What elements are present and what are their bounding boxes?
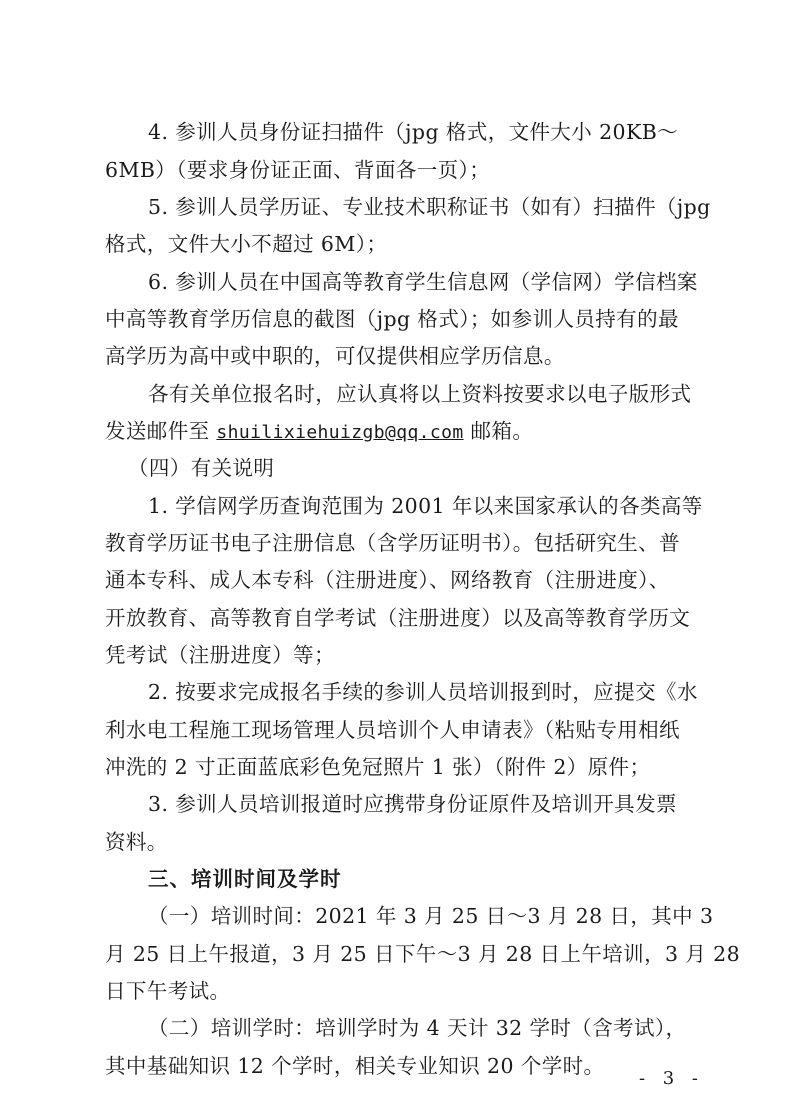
- email-suffix: 邮箱。: [463, 419, 534, 443]
- paragraph-line: 1. 学信网学历查询范围为 2001 年以来国家承认的各类高等: [148, 494, 703, 518]
- email-link[interactable]: shuilixiehuizgb@qq.com: [216, 422, 464, 443]
- subsection-heading: （四）有关说明: [128, 456, 275, 480]
- paragraph-line: 资料。: [105, 830, 168, 854]
- paragraph-line: 其中基础知识 12 个学时，相关专业知识 20 个学时。: [105, 1054, 605, 1078]
- paragraph-line: 6. 参训人员在中国高等教育学生信息网（学信网）学信档案: [148, 270, 698, 294]
- paragraph-line: 3. 参训人员培训报道时应携带身份证原件及培训开具发票: [148, 792, 677, 816]
- paragraph-line: 6MB）（要求身份证正面、背面各一页）；: [105, 158, 491, 182]
- paragraph-line: 通本专科、成人本专科（注册进度）、网络教育（注册进度）、: [105, 568, 670, 592]
- paragraph-line: （二）培训学时：培训学时为 4 天计 32 学时（含考试），: [148, 1016, 687, 1040]
- paragraph-line: 格式，文件大小不超过 6M）；: [105, 232, 388, 256]
- paragraph-line: 月 25 日上午报道，3 月 25 日下午～3 月 28 日上午培训，3 月 28: [105, 942, 741, 966]
- page-number: - 3 -: [638, 1068, 704, 1089]
- section-heading: 三、培训时间及学时: [148, 867, 342, 891]
- paragraph-line: 高学历为高中或中职的，可仅提供相应学历信息。: [105, 344, 565, 368]
- paragraph-line: 5. 参训人员学历证、专业技术职称证书（如有）扫描件（jpg: [148, 195, 711, 219]
- paragraph-line: 凭考试（注册进度）等；: [105, 643, 335, 667]
- paragraph-line: 开放教育、高等教育自学考试（注册进度）以及高等教育学历文: [105, 606, 691, 630]
- email-instruction-line: [105, 421, 533, 442]
- email-prefix: 发送邮件至: [105, 419, 217, 443]
- paragraph-line: 各有关单位报名时，应认真将以上资料按要求以电子版形式: [148, 382, 692, 406]
- paragraph-line: 日下午考试。: [105, 979, 231, 1003]
- paragraph-line: 冲洗的 2 寸正面蓝底彩色免冠照片 1 张）（附件 2）原件；: [105, 755, 651, 779]
- paragraph-line: 2. 按要求完成报名手续的参训人员培训报到时，应提交《水: [148, 680, 698, 704]
- paragraph-line: 4. 参训人员身份证扫描件（jpg 格式，文件大小 20KB～: [148, 120, 679, 144]
- paragraph-line: 利水电工程施工现场管理人员培训个人申请表》（粘贴专用相纸: [105, 718, 680, 742]
- paragraph-line: 中高等教育学历信息的截图（jpg 格式）；如参训人员持有的最: [105, 307, 679, 331]
- paragraph-line: 教育学历证书电子注册信息（含学历证明书）。包括研究生、普: [105, 531, 680, 555]
- paragraph-line: （一）培训时间：2021 年 3 月 25 日～3 月 28 日，其中 3: [148, 904, 714, 928]
